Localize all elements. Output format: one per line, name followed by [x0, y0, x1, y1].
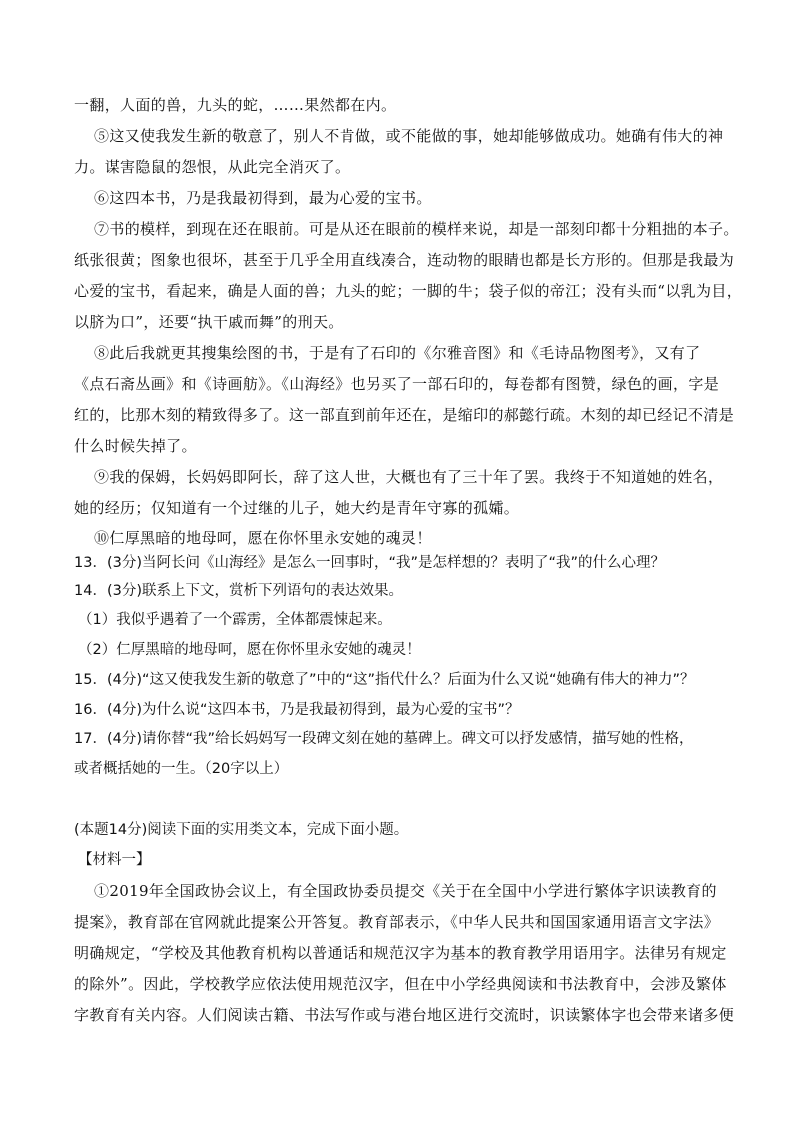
passage-paragraph-6: ⑥这四本书，乃是我最初得到，最为心爱的宝书。: [94, 189, 432, 207]
passage-paragraph-9-line-2: 她的经历；仅知道有一个过继的儿子，她大约是青年守寡的孤孀。: [74, 499, 520, 517]
passage-paragraph-5-line-1: ⑤这又使我发生新的敬意了，别人不肯做，或不能做的事，她却能够做成功。她确有伟大的神: [94, 127, 724, 145]
material-1-line-5: 字教育有关内容。人们阅读古籍、书法写作或与港台地区进行交流时，识读繁体字也会带来诸多便: [74, 1006, 735, 1024]
question-17-line-1: 17．(4分)请你替“我”给长妈妈写一段碑文刻在她的墓碑上。碑文可以抒发感情，描写她的性格，: [74, 731, 694, 747]
material-1-heading: 【材料一】: [78, 852, 151, 868]
question-16: 16．(4分)为什么说“这四本书，乃是我最初得到，最为心爱的宝书”？: [74, 702, 520, 718]
passage-paragraph-5-line-2: 力。谋害隐鼠的怨恨，从此完全消灭了。: [74, 158, 351, 176]
material-1-line-2: 提案》，教育部在官网就此提案公开答复。教育部表示，《中华人民共和国国家通用语言文字法》: [74, 913, 720, 931]
passage-paragraph-10: ⑩仁厚黑暗的地母呵，愿在你怀里永安她的魂灵！: [94, 529, 432, 547]
question-17-line-2: 或者概括她的一生。（20字以上）: [74, 761, 289, 777]
passage-paragraph-8-line-1: ⑧此后我就更其搜集绘图的书，于是有了石印的《尔雅音图》和《毛诗品物图考》，又有了: [94, 344, 701, 362]
passage-paragraph-7-line-4: 以脐为口”，还要“执干戚而舞”的刑天。: [74, 313, 344, 331]
question-14: 14．(3分)联系上下文，赏析下列语句的表达效果。: [74, 583, 403, 599]
passage-paragraph-4-end: 一翻，人面的兽，九头的蛇，……果然都在内。: [74, 96, 397, 114]
question-15: 15．(4分)“这又使我发生新的敬意了”中的“这”指代什么？后面为什么又说“她确有伟大的神力”？: [74, 672, 695, 688]
question-14-item-1: （1）我似乎遇着了一个霹雳，全体都震悚起来。: [78, 612, 392, 628]
material-1-line-1: ①2019年全国政协会议上，有全国政协委员提交《关于在全国中小学进行繁体字识读教育的: [94, 882, 717, 900]
passage-paragraph-7-line-1: ⑦书的模样，到现在还在眼前。可是从还在眼前的模样来说，却是一部刻印都十分粗拙的本子。: [94, 220, 739, 238]
passage-paragraph-8-line-4: 什么时候失掉了。: [74, 437, 197, 455]
passage-paragraph-9-line-1: ⑨我的保姆，长妈妈即阿长，辞了这人世，大概也有了三十年了罢。我终于不知道她的姓名，: [94, 468, 724, 486]
passage-paragraph-8-line-3: 红的，比那木刻的精致得多了。这一部直到前年还在，是缩印的郝懿行疏。木刻的却已经记不清是: [74, 406, 735, 424]
question-13: 13．(3分)当阿长问《山海经》是怎么一回事时，“我”是怎样想的？表明了“我”的什么心理？: [74, 555, 666, 571]
material-1-line-4: 的除外”。因此，学校教学应依法使用规范汉字，但在中小学经典阅读和书法教育中，会涉及繁体: [74, 975, 727, 993]
question-14-item-2: （2）仁厚黑暗的地母呵，愿在你怀里永安她的魂灵！: [78, 642, 421, 658]
passage-paragraph-7-line-3: 心爱的宝书，看起来，确是人面的兽；九头的蛇；一脚的牛；袋子似的帝江；没有头而“以乳为目，: [74, 282, 743, 300]
passage-paragraph-7-line-2: 纸张很黄；图象也很坏，甚至于几乎全用直线凑合，连动物的眼睛也都是长方形的。但那是我最为: [74, 251, 735, 269]
passage-paragraph-8-line-2: 《点石斋丛画》和《诗画舫》。《山海经》也另买了一部石印的，每卷都有图赞，绿色的画，字是: [74, 375, 720, 393]
section-2-intro: (本题14分)阅读下面的实用类文本，完成下面小题。: [74, 822, 409, 838]
material-1-line-3: 明确规定，“学校及其他教育机构以普通话和规范汉字为基本的教育教学用语用字。法律另有规定: [74, 944, 727, 962]
